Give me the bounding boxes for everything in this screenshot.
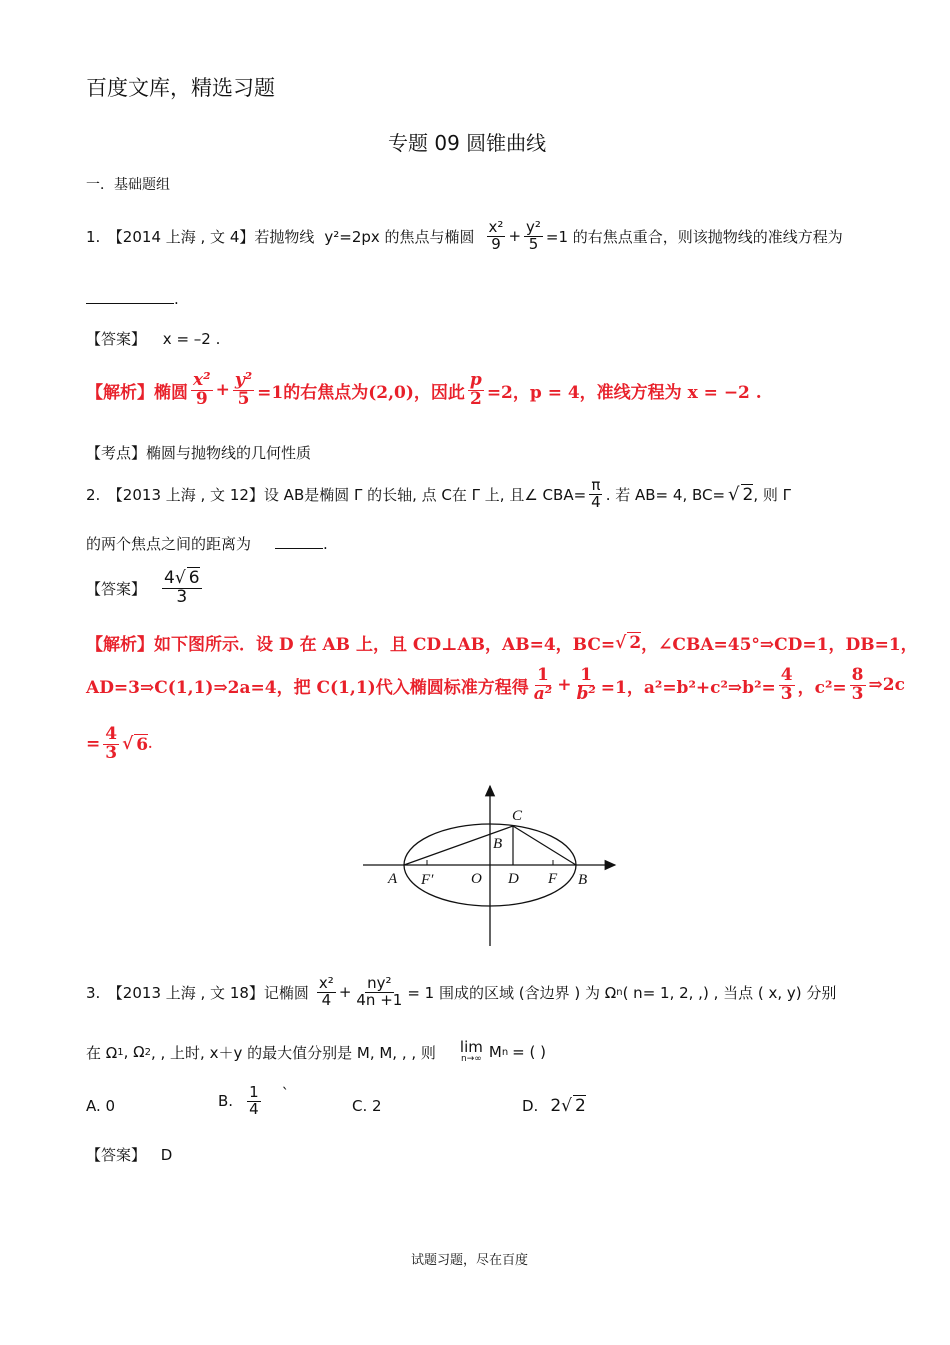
q3-text-3: ( n= 1, 2, ,) , 当点 ( x, y) 分别 — [622, 983, 837, 1002]
q2-text-1: 2. 【2013 上海 , 文 12】设 AB是椭圆 Γ 的长轴, 点 C在 Γ 上, 且∠ CBA= — [86, 485, 587, 504]
q2-frac-pi-den: 4 — [591, 492, 601, 511]
q2-analysis-frac-b-num: 1 — [580, 665, 593, 685]
q3-frac-y — [354, 976, 404, 1009]
q3-line-2b: , Ω — [123, 1043, 145, 1061]
q2-analysis-3-sqrt: 6 — [136, 734, 149, 755]
q2-analysis-frac-final-num: 4 — [105, 724, 118, 744]
q1-analysis-b: =1的右焦点为(2,0)，因此 — [257, 382, 465, 403]
q3-option-b-frac — [247, 1085, 261, 1118]
q1-frac-y — [524, 220, 543, 253]
q3-line-2e: = ( ) — [512, 1043, 546, 1061]
q1-suffix: =1 的右焦点重合，则该抛物线的准线方程为 — [545, 227, 843, 246]
q2-analysis-line-3 — [86, 726, 152, 763]
page-title: 专题 09 圆锥曲线 — [388, 131, 547, 155]
section-heading: 一．基础题组 — [86, 177, 170, 193]
q3-line-2a: 在 Ω — [86, 1043, 118, 1062]
q1-frac-x — [487, 220, 506, 253]
q1-analysis-frac-p-den: 2 — [469, 388, 482, 409]
label-d: D — [508, 871, 519, 887]
q1-analysis — [86, 372, 762, 409]
q3-line-2c: , , 上时, x＋y 的最大值分别是 M, M, , , 则 — [150, 1043, 436, 1062]
question-2 — [86, 478, 791, 511]
q3-option-b-tail: ` — [281, 1085, 290, 1104]
q1-analysis-frac-y — [233, 372, 254, 409]
q2-analysis-frac-b2-num: 4 — [780, 665, 793, 685]
q3-answer — [86, 1144, 172, 1165]
sqrt-icon: √ — [561, 1095, 572, 1116]
q2-answer-den: 3 — [176, 586, 188, 607]
q3-sub-n: n — [616, 986, 623, 998]
q1-answer-value: x = –2 . — [162, 330, 221, 348]
q3-sub-2: 2 — [144, 1046, 151, 1058]
q2-analysis-plus: + — [557, 675, 572, 696]
q2-answer-num-sqrt: 6 — [188, 568, 200, 588]
q3-text-2: = 1 围成的区域 (含边界 ) 为 Ω — [407, 983, 617, 1002]
q3-line-2 — [86, 1040, 546, 1064]
q2-analysis-1b: ，∠CBA=45°⇒CD=1，DB=1， — [641, 635, 918, 655]
q2-period: . — [323, 535, 328, 553]
q2-analysis-2d: ⇒2c — [868, 675, 905, 696]
q1-analysis-frac-y-den: 5 — [237, 388, 250, 409]
q1-analysis-frac-x — [191, 372, 213, 409]
q1-frac-y-den: 5 — [528, 234, 539, 253]
q2-answer-num-coef: 4 — [164, 568, 175, 588]
label-o: O — [471, 871, 482, 887]
question-3 — [86, 976, 836, 1009]
q2-analysis-1a: 如下图所示．设 D 在 AB 上，且 CD⊥AB，AB=4，BC= — [154, 635, 616, 655]
q1-analysis-frac-p-num: p — [469, 370, 482, 390]
q2-analysis-frac-b-den: b² — [576, 683, 596, 704]
q1-analysis-frac-p — [468, 372, 484, 409]
q2-analysis-3-end: . — [148, 737, 153, 752]
q1-analysis-label: 【解析】 — [86, 382, 154, 403]
q1-blank — [86, 303, 174, 304]
q3-answer-label: 【答案】 — [86, 1146, 147, 1164]
q1-analysis-frac-x-num: x² — [193, 370, 211, 390]
q3-frac-x-den: 4 — [321, 990, 332, 1009]
q2-sqrt-value: 2 — [742, 484, 754, 505]
q2-analysis-label: 【解析】 — [86, 635, 154, 655]
q2-analysis-line-2 — [86, 667, 905, 704]
q2-answer — [86, 570, 205, 607]
q3-answer-value: D — [160, 1146, 173, 1164]
q2-analysis-frac-c2-den: 3 — [851, 683, 864, 704]
q1-frac-x-num: x² — [488, 218, 504, 236]
q3-option-d — [522, 1095, 586, 1116]
q3-option-a: A. 0 — [86, 1097, 116, 1115]
q2-analysis-2c: ，c²= — [797, 677, 847, 698]
q3-frac-x — [317, 976, 336, 1009]
q3-text-1: 3. 【2013 上海 , 文 18】记椭圆 — [86, 983, 309, 1002]
q2-analysis-frac-a — [532, 667, 554, 704]
q2-analysis-3a: = — [86, 734, 101, 755]
q3-option-b-den: 4 — [249, 1099, 259, 1118]
q3-option-b-num: 1 — [249, 1083, 259, 1101]
q2-answer-frac — [162, 570, 202, 607]
q1-analysis-a: 椭圆 — [154, 382, 188, 403]
q2-analysis-frac-final-den: 3 — [105, 742, 118, 763]
q2-analysis-frac-b2-den: 3 — [780, 683, 793, 704]
q2-analysis-frac-c2 — [850, 667, 866, 704]
q2-analysis-frac-b2 — [779, 667, 795, 704]
q1-frac-x-den: 9 — [491, 234, 501, 253]
q2-answer-label: 【答案】 — [86, 579, 147, 598]
q2-analysis-1-sqrt: 2 — [629, 633, 642, 653]
page-footer: 试题习题，尽在百度 — [411, 1253, 529, 1268]
q2-blank — [275, 548, 323, 549]
q1-frac-y-num: y² — [526, 218, 541, 236]
page-header: 百度文库，精选习题 — [86, 76, 275, 100]
q2-analysis-frac-final — [103, 726, 119, 763]
q3-frac-y-num: ny² — [367, 974, 392, 992]
q3-option-b-label: B. — [218, 1092, 234, 1111]
q3-frac-x-num: x² — [318, 974, 334, 992]
ellipse-figure — [355, 780, 630, 950]
q1-answer — [86, 328, 220, 349]
label-b-point: B — [493, 836, 503, 852]
q3-mn-sub: n — [501, 1046, 509, 1058]
q3-sub-1: 1 — [117, 1046, 124, 1058]
q3-option-c: C. 2 — [352, 1097, 382, 1115]
sqrt-icon: √ — [122, 734, 134, 755]
q2-text-2: . 若 AB= 4, BC= — [605, 485, 726, 504]
q2-analysis-2a: AD=3⇒C(1,1)⇒2a=4，把 C(1,1)代入椭圆标准方程得 — [86, 677, 529, 698]
q1-plus: + — [508, 227, 522, 246]
q3-frac-y-den: 4n +1 — [356, 990, 403, 1009]
q2-line-2-text: 的两个焦点之间的距离为 — [86, 535, 252, 553]
q3-plus: + — [338, 983, 352, 1002]
q2-analysis-frac-a-den: a² — [533, 683, 553, 704]
question-1 — [86, 220, 843, 253]
q3-lim-sub: n→∞ — [461, 1054, 482, 1064]
q1-analysis-c: =2，p = 4，准线方程为 x = −2 . — [486, 382, 762, 403]
q2-analysis-frac-a-num: 1 — [537, 665, 549, 685]
label-f-prime: F′ — [421, 872, 434, 888]
q1-answer-label: 【答案】 — [86, 330, 147, 348]
label-b-axis: B — [578, 872, 588, 888]
q1-kaodian-label: 【考点】 — [86, 444, 147, 462]
label-f: F — [548, 871, 558, 887]
q2-frac-pi-num: π — [591, 476, 601, 494]
label-a: A — [388, 871, 398, 887]
q3-lim: lim — [459, 1038, 483, 1056]
q1-parabola: y²=2px 的焦点与椭圆 — [324, 227, 475, 246]
q2-frac-pi — [589, 478, 603, 511]
q2-analysis-frac-c2-num: 8 — [851, 665, 864, 685]
q1-kaodian — [86, 442, 311, 463]
q2-analysis-frac-b — [574, 667, 597, 704]
q3-limit — [460, 1040, 483, 1064]
q1-period: . — [174, 290, 179, 308]
q1-prefix: 1. 【2014 上海 , 文 4】若抛物线 — [86, 227, 315, 246]
sqrt-icon: √ — [174, 568, 186, 588]
q2-line-2 — [86, 533, 328, 554]
q3-option-b — [218, 1085, 289, 1118]
q1-analysis-plus: + — [215, 380, 230, 401]
sqrt-icon: √ — [728, 483, 740, 505]
q1-analysis-frac-y-num: y² — [234, 370, 253, 390]
q3-option-d-label: D. — [522, 1096, 539, 1115]
q3-option-d-coef: 2 — [550, 1095, 562, 1116]
label-c: C — [512, 808, 523, 824]
q2-text-3: , 则 Γ — [753, 485, 792, 504]
q2-analysis-line-1 — [86, 630, 918, 655]
sqrt-icon: √ — [615, 632, 627, 653]
q2-analysis-2b: =1，a²=b²+c²⇒b²= — [600, 677, 776, 698]
q3-option-d-sqrt: 2 — [575, 1096, 586, 1116]
q1-analysis-frac-x-den: 9 — [195, 388, 208, 409]
q1-kaodian-text: 椭圆与抛物线的几何性质 — [146, 444, 312, 462]
q1-blank-line — [86, 290, 179, 308]
q3-line-2d: M — [488, 1043, 502, 1061]
